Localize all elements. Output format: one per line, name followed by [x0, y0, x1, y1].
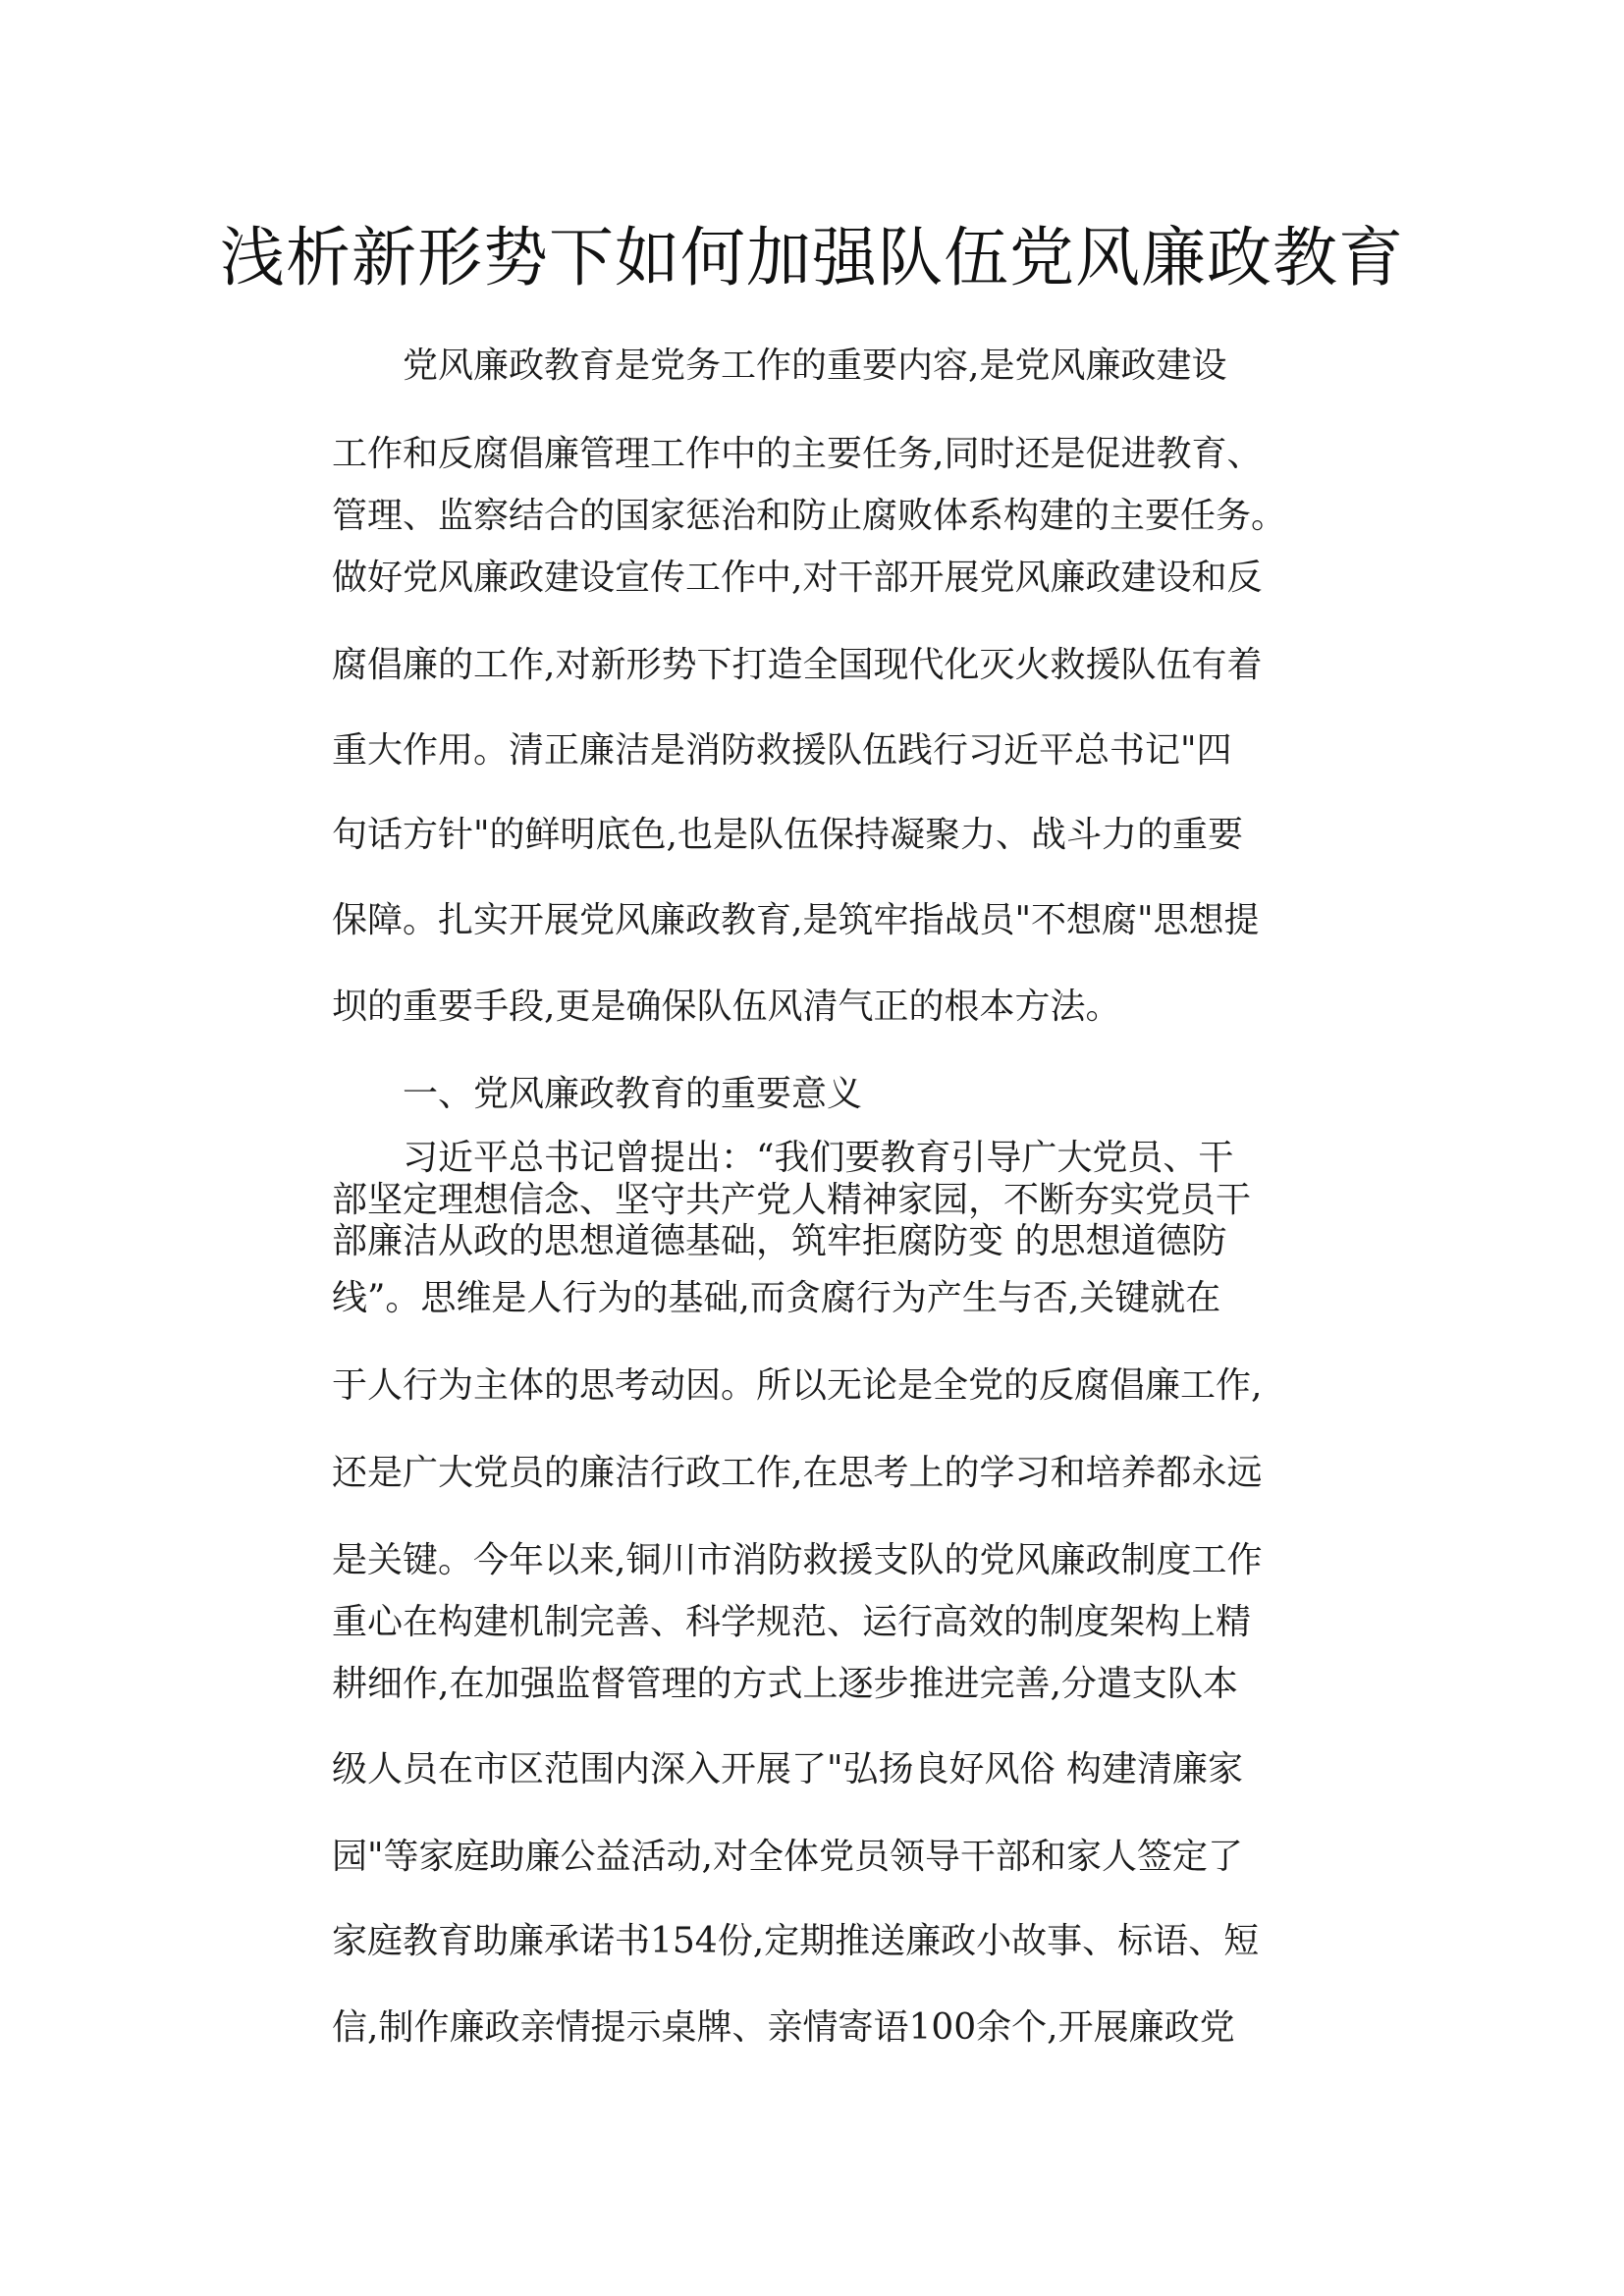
paragraph-line: 句话方针"的鲜明底色,也是队伍保持凝聚力、战斗力的重要 — [332, 815, 1244, 855]
paragraph-line: 腐倡廉的工作,对新形势下打造全国现代化灭火救援队伍有着 — [332, 645, 1263, 685]
paragraph-line: 部坚定理想信念、坚守共产党人精神家园，不断夯实党员干 — [332, 1180, 1252, 1220]
paragraph-line: 线”。思维是人行为的基础,而贪腐行为产生与否,关键就在 — [332, 1278, 1221, 1318]
paragraph-line: 级人员在市区范围内深入开展了"弘扬良好风俗 构建清廉家 — [332, 1749, 1244, 1789]
paragraph-line: 党风廉政教育是党务工作的重要内容,是党风廉政建设 — [403, 346, 1227, 386]
paragraph-line: 管理、监察结合的国家惩治和防止腐败体系构建的主要任务。 — [332, 496, 1287, 536]
paragraph-line: 重心在构建机制完善、科学规范、运行高效的制度架构上精 — [332, 1602, 1252, 1642]
paragraph-line: 部廉洁从政的思想道德基础，筑牢拒腐防变 的思想道德防 — [332, 1221, 1227, 1261]
paragraph-line: 园"等家庭助廉公益活动,对全体党员领导干部和家人签定了 — [332, 1837, 1244, 1877]
paragraph-line: 重大作用。清正廉洁是消防救援队伍践行习近平总书记"四 — [332, 730, 1232, 771]
paragraph-line: 是关键。今年以来,铜川市消防救援支队的党风廉政制度工作 — [332, 1540, 1263, 1580]
paragraph-line: 做好党风廉政建设宣传工作中,对干部开展党风廉政建设和反 — [332, 558, 1263, 598]
paragraph-line: 还是广大党员的廉洁行政工作,在思考上的学习和培养都永远 — [332, 1453, 1263, 1493]
paragraph-line: 坝的重要手段,更是确保队伍风清气正的根本方法。 — [332, 987, 1121, 1027]
paragraph-line: 耕细作,在加强监督管理的方式上逐步推进完善,分遣支队本 — [332, 1664, 1238, 1704]
paragraph-line: 工作和反腐倡廉管理工作中的主要任务,同时还是促进教育、 — [332, 434, 1263, 474]
paragraph-line: 习近平总书记曾提出：“我们要教育引导广大党员、干 — [403, 1138, 1234, 1178]
paragraph-line: 保障。扎实开展党风廉政教育,是筑牢指战员"不想腐"思想提 — [332, 900, 1260, 940]
paragraph-line: 信,制作廉政亲情提示桌牌、亲情寄语100余个,开展廉政党 — [332, 2007, 1235, 2048]
page-title: 浅析新形势下如何加强队伍党风廉政教育 — [220, 220, 1404, 295]
section-heading: 一、党风廉政教育的重要意义 — [403, 1074, 863, 1114]
paragraph-line: 于人行为主体的思考动因。所以无论是全党的反腐倡廉工作, — [332, 1365, 1263, 1406]
paragraph-line: 家庭教育助廉承诺书154份,定期推送廉政小故事、标语、短 — [332, 1921, 1260, 1961]
